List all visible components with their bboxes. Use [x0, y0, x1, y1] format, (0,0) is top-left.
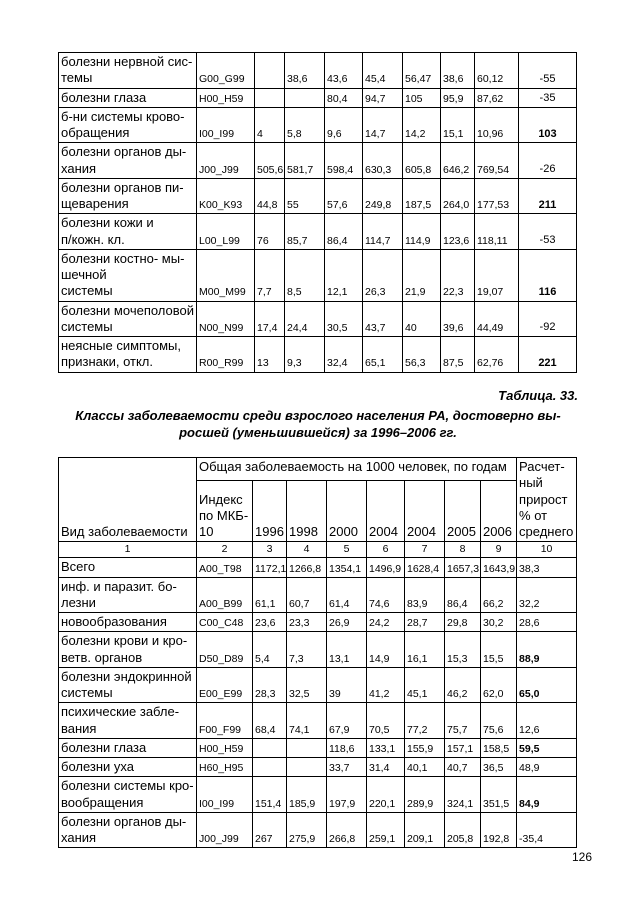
value-cell: 266,8 — [327, 812, 367, 848]
table-row — [59, 249, 577, 301]
value-cell: 351,5 — [481, 777, 517, 813]
rate-cell: 28,6 — [517, 613, 577, 632]
row-label: Всего — [59, 558, 197, 577]
value-cell: 43,7 — [363, 301, 403, 337]
value-cell: 267 — [253, 812, 287, 848]
value-cell: 249,8 — [363, 178, 403, 214]
value-cell: 8,5 — [285, 249, 325, 301]
header-year: 2006 — [481, 480, 517, 541]
row-code: A00_B99 — [197, 577, 253, 613]
value-cell: 5,4 — [253, 632, 287, 668]
value-cell: 85,7 — [285, 214, 325, 250]
table-row — [59, 812, 577, 848]
value-cell: 324,1 — [445, 777, 481, 813]
value-cell: 10,96 — [475, 107, 519, 143]
row-label: болезни нервной сис- темы — [59, 53, 197, 89]
value-cell: 45,4 — [363, 53, 403, 89]
value-cell: 14,2 — [403, 107, 441, 143]
value-cell: 26,3 — [363, 249, 403, 301]
value-cell: 44,8 — [255, 178, 285, 214]
table-row — [59, 337, 577, 373]
value-cell: 60,12 — [475, 53, 519, 89]
row-code: E00_E99 — [197, 667, 253, 703]
value-cell: 114,9 — [403, 214, 441, 250]
value-cell — [253, 758, 287, 777]
table-row — [59, 777, 577, 813]
value-cell: 12,1 — [325, 249, 363, 301]
value-cell: 40 — [403, 301, 441, 337]
table-row — [59, 632, 577, 668]
column-number: 1 — [59, 542, 197, 558]
value-cell: 1628,4 — [405, 558, 445, 577]
rate-cell: 88,9 — [517, 632, 577, 668]
value-cell: 94,7 — [363, 88, 403, 107]
rate-cell: 65,0 — [517, 667, 577, 703]
value-cell: 66,2 — [481, 577, 517, 613]
rate-cell: -35 — [519, 88, 577, 107]
row-label: психические забле- вания — [59, 703, 197, 739]
value-cell: 26,9 — [327, 613, 367, 632]
value-cell: 23,3 — [287, 613, 327, 632]
value-cell: 275,9 — [287, 812, 327, 848]
column-number: 5 — [327, 542, 367, 558]
value-cell — [285, 88, 325, 107]
value-cell: 62,76 — [475, 337, 519, 373]
value-cell: 45,1 — [405, 667, 445, 703]
value-cell: 220,1 — [367, 777, 405, 813]
row-code: F00_F99 — [197, 703, 253, 739]
value-cell — [287, 758, 327, 777]
value-cell: 157,1 — [445, 738, 481, 757]
value-cell: 83,9 — [405, 577, 445, 613]
value-cell: 133,1 — [367, 738, 405, 757]
value-cell: 74,6 — [367, 577, 405, 613]
value-cell: 33,7 — [327, 758, 367, 777]
row-label: болезни глаза — [59, 738, 197, 757]
table-row — [59, 143, 577, 179]
table-row — [59, 214, 577, 250]
value-cell: 80,4 — [325, 88, 363, 107]
rate-cell: -53 — [519, 214, 577, 250]
value-cell: 598,4 — [325, 143, 363, 179]
value-cell — [255, 53, 285, 89]
value-cell: 30,2 — [481, 613, 517, 632]
header-year: 2004 — [367, 480, 405, 541]
value-cell: 87,5 — [441, 337, 475, 373]
value-cell: 289,9 — [405, 777, 445, 813]
value-cell: 505,6 — [255, 143, 285, 179]
row-label: болезни органов ды- хания — [59, 143, 197, 179]
value-cell: 61,4 — [327, 577, 367, 613]
column-number: 6 — [367, 542, 405, 558]
value-cell: 151,4 — [253, 777, 287, 813]
row-code: H60_H95 — [197, 758, 253, 777]
value-cell: 75,6 — [481, 703, 517, 739]
value-cell: 581,7 — [285, 143, 325, 179]
value-cell: 36,5 — [481, 758, 517, 777]
value-cell: 1643,9 — [481, 558, 517, 577]
page-number: 126 — [571, 850, 592, 864]
rate-cell: -26 — [519, 143, 577, 179]
row-label: инф. и паразит. бо- лезни — [59, 577, 197, 613]
header-year: 2004 — [405, 480, 445, 541]
value-cell: 1496,9 — [367, 558, 405, 577]
value-cell: 264,0 — [441, 178, 475, 214]
value-cell: 87,62 — [475, 88, 519, 107]
value-cell: 205,8 — [445, 812, 481, 848]
value-cell: 28,3 — [253, 667, 287, 703]
row-code: H00_H59 — [197, 88, 255, 107]
value-cell: 14,7 — [363, 107, 403, 143]
value-cell: 1354,1 — [327, 558, 367, 577]
row-label: болезни эндокринной системы — [59, 667, 197, 703]
value-cell: 77,2 — [405, 703, 445, 739]
value-cell: 1657,3 — [445, 558, 481, 577]
row-code: M00_M99 — [197, 249, 255, 301]
row-label: болезни органов пи- щеварения — [59, 178, 197, 214]
row-label: неясные симптомы, признаки, откл. — [59, 337, 197, 373]
value-cell: 32,5 — [287, 667, 327, 703]
value-cell: 76 — [255, 214, 285, 250]
table-2 — [58, 457, 577, 848]
value-cell: 630,3 — [363, 143, 403, 179]
table-row — [59, 613, 577, 632]
row-code: D50_D89 — [197, 632, 253, 668]
table-row — [59, 558, 577, 577]
value-cell: 28,7 — [405, 613, 445, 632]
value-cell: 74,1 — [287, 703, 327, 739]
value-cell: 9,3 — [285, 337, 325, 373]
header-index: Индекс по МКБ- 10 — [197, 480, 253, 541]
value-cell: 70,5 — [367, 703, 405, 739]
row-code: H00_H59 — [197, 738, 253, 757]
row-code: I00_I99 — [197, 107, 255, 143]
value-cell: 56,47 — [403, 53, 441, 89]
value-cell: 38,6 — [441, 53, 475, 89]
value-cell: 259,1 — [367, 812, 405, 848]
value-cell: 40,1 — [405, 758, 445, 777]
rate-cell: 103 — [519, 107, 577, 143]
rate-cell: 38,3 — [517, 558, 577, 577]
value-cell: 192,8 — [481, 812, 517, 848]
value-cell: 769,54 — [475, 143, 519, 179]
value-cell: 15,3 — [445, 632, 481, 668]
table-1 — [58, 52, 577, 373]
value-cell: 68,4 — [253, 703, 287, 739]
value-cell: 55 — [285, 178, 325, 214]
value-cell: 86,4 — [325, 214, 363, 250]
value-cell: 197,9 — [327, 777, 367, 813]
value-cell: 14,9 — [367, 632, 405, 668]
value-cell: 22,3 — [441, 249, 475, 301]
value-cell: 61,1 — [253, 577, 287, 613]
row-label: болезни уха — [59, 758, 197, 777]
value-cell: 605,8 — [403, 143, 441, 179]
table-row — [59, 667, 577, 703]
value-cell: 9,6 — [325, 107, 363, 143]
row-code: I00_I99 — [197, 777, 253, 813]
row-code: L00_L99 — [197, 214, 255, 250]
row-label: болезни системы кро- вообращения — [59, 777, 197, 813]
column-number: 9 — [481, 542, 517, 558]
value-cell: 57,6 — [325, 178, 363, 214]
table-row — [59, 301, 577, 337]
value-cell — [253, 738, 287, 757]
row-label: болезни органов ды- хания — [59, 812, 197, 848]
rate-cell: -55 — [519, 53, 577, 89]
value-cell: 67,9 — [327, 703, 367, 739]
rate-cell: 116 — [519, 249, 577, 301]
header-year: 1996 — [253, 480, 287, 541]
row-code: A00_T98 — [197, 558, 253, 577]
table-row — [59, 758, 577, 777]
row-code: K00_K93 — [197, 178, 255, 214]
rate-cell: 32,2 — [517, 577, 577, 613]
value-cell: 21,9 — [403, 249, 441, 301]
row-label: болезни мочеполовой системы — [59, 301, 197, 337]
rate-cell: 59,5 — [517, 738, 577, 757]
column-number: 3 — [253, 542, 287, 558]
value-cell: 29,8 — [445, 613, 481, 632]
value-cell: 155,9 — [405, 738, 445, 757]
header-growth: Расчет- ный прирост % от среднего — [517, 458, 577, 542]
rate-cell: -92 — [519, 301, 577, 337]
row-code: R00_R99 — [197, 337, 255, 373]
value-cell: 40,7 — [445, 758, 481, 777]
value-cell: 39 — [327, 667, 367, 703]
value-cell: 7,3 — [287, 632, 327, 668]
value-cell: 24,2 — [367, 613, 405, 632]
table-row — [59, 53, 577, 89]
column-number: 7 — [405, 542, 445, 558]
column-number: 10 — [517, 542, 577, 558]
row-label: болезни кожи и п/кожн. кл. — [59, 214, 197, 250]
value-cell: 65,1 — [363, 337, 403, 373]
value-cell: 95,9 — [441, 88, 475, 107]
rate-cell: 221 — [519, 337, 577, 373]
value-cell: 16,1 — [405, 632, 445, 668]
row-code: N00_N99 — [197, 301, 255, 337]
value-cell — [255, 88, 285, 107]
value-cell: 44,49 — [475, 301, 519, 337]
rate-cell: 48,9 — [517, 758, 577, 777]
value-cell: 13 — [255, 337, 285, 373]
value-cell: 15,5 — [481, 632, 517, 668]
value-cell: 177,53 — [475, 178, 519, 214]
value-cell: 30,5 — [325, 301, 363, 337]
value-cell: 5,8 — [285, 107, 325, 143]
value-cell: 1172,1 — [253, 558, 287, 577]
table-row — [59, 738, 577, 757]
value-cell: 86,4 — [445, 577, 481, 613]
header-general: Общая заболеваемость на 1000 человек, по годам — [197, 458, 517, 481]
value-cell: 13,1 — [327, 632, 367, 668]
value-cell: 185,9 — [287, 777, 327, 813]
value-cell: 38,6 — [285, 53, 325, 89]
value-cell: 31,4 — [367, 758, 405, 777]
value-cell: 646,2 — [441, 143, 475, 179]
table-row — [59, 88, 577, 107]
row-code: J00_J99 — [197, 812, 253, 848]
table-row — [59, 703, 577, 739]
value-cell: 123,6 — [441, 214, 475, 250]
rate-cell: 84,9 — [517, 777, 577, 813]
table-row — [59, 107, 577, 143]
header-year: 2005 — [445, 480, 481, 541]
value-cell: 118,6 — [327, 738, 367, 757]
value-cell: 187,5 — [403, 178, 441, 214]
row-code: J00_J99 — [197, 143, 255, 179]
value-cell: 105 — [403, 88, 441, 107]
table-row — [59, 577, 577, 613]
value-cell: 41,2 — [367, 667, 405, 703]
row-code: C00_C48 — [197, 613, 253, 632]
rate-cell: 12,6 — [517, 703, 577, 739]
column-number: 8 — [445, 542, 481, 558]
value-cell: 4 — [255, 107, 285, 143]
value-cell: 23,6 — [253, 613, 287, 632]
value-cell: 39,6 — [441, 301, 475, 337]
value-cell: 15,1 — [441, 107, 475, 143]
value-cell: 32,4 — [325, 337, 363, 373]
row-label: болезни костно- мы- шечной системы — [59, 249, 197, 301]
value-cell: 24,4 — [285, 301, 325, 337]
value-cell: 158,5 — [481, 738, 517, 757]
header-year: 2000 — [327, 480, 367, 541]
row-label: новообразования — [59, 613, 197, 632]
row-code: G00_G99 — [197, 53, 255, 89]
value-cell: 209,1 — [405, 812, 445, 848]
value-cell: 1266,8 — [287, 558, 327, 577]
value-cell: 46,2 — [445, 667, 481, 703]
value-cell: 43,6 — [325, 53, 363, 89]
value-cell: 75,7 — [445, 703, 481, 739]
table-row — [59, 178, 577, 214]
row-label: болезни крови и кро- ветв. органов — [59, 632, 197, 668]
value-cell: 118,11 — [475, 214, 519, 250]
value-cell: 114,7 — [363, 214, 403, 250]
rate-cell: -35,4 — [517, 812, 577, 848]
header-year: 1998 — [287, 480, 327, 541]
value-cell: 62,0 — [481, 667, 517, 703]
value-cell: 56,3 — [403, 337, 441, 373]
column-number: 4 — [287, 542, 327, 558]
value-cell: 19,07 — [475, 249, 519, 301]
rate-cell: 211 — [519, 178, 577, 214]
value-cell: 60,7 — [287, 577, 327, 613]
header-kind: Вид заболеваемости — [59, 458, 197, 542]
row-label: болезни глаза — [59, 88, 197, 107]
column-number: 2 — [197, 542, 253, 558]
table-title: Классы заболеваемости среди взрослого населения РА, достоверно вы- росшей (уменьшившейся) за 1996–2006 гг. — [75, 408, 561, 440]
table-label: Таблица. 33. — [498, 388, 578, 403]
value-cell: 7,7 — [255, 249, 285, 301]
row-label: б-ни системы крово- обращения — [59, 107, 197, 143]
value-cell: 17,4 — [255, 301, 285, 337]
value-cell — [287, 738, 327, 757]
